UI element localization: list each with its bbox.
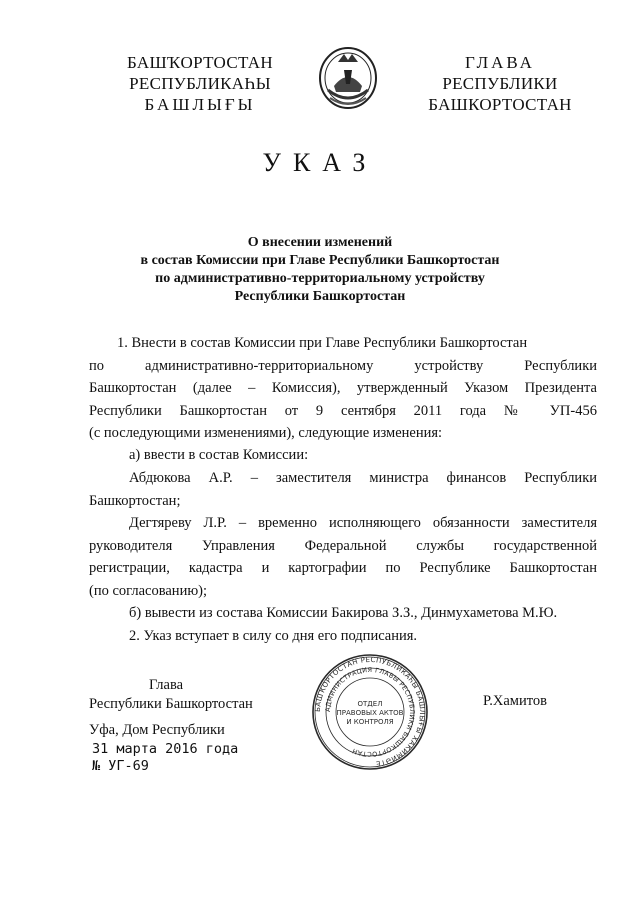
signing-place: Уфа, Дом Республики [89,722,225,738]
stamp-outer-ring-text: БАШҠОРТОСТАН РЕСПУБЛИКАҺЫ БАШЛЫҒЫ ХАКИМИӘТЕ [313,655,427,768]
header-right-line-2: РЕСПУБЛИКИ [442,74,558,93]
header-right-line-1: ГЛАВА [465,53,535,72]
body-line: Башкортостан; [89,492,181,509]
subject-line: Республики Башкортостан [234,289,406,304]
abdyukova-paragraph [89,467,597,512]
header-left-bashkir [100,52,300,115]
item-2: 2. Указ вступает в силу со дня его подписания. [129,628,418,644]
bashkortostan-emblem-icon [316,40,380,112]
body-line: Абдюкова А.Р. – заместителя министра финансов Республики [129,470,597,486]
signing-date: 31 марта 2016 года [92,741,239,757]
signatory-name: Р.Хамитов [483,693,547,709]
header-right-russian [405,52,595,115]
subject-line: по административно-территориальному устройству [155,271,485,286]
stamp-center-line: И КОНТРОЛЯ [346,718,394,726]
signatory-title-line: Глава [149,677,184,693]
stamp-inner-ring-text: АДМИНИСТРАЦИЯ ГЛАВЫ РЕСПУБЛИКИ БАШКОРТОСТАН [323,665,417,759]
subject-line: в состав Комиссии при Главе Республики Башкортостан [140,253,500,268]
body-line: Башкортостан (далее – Комиссия), утвержденный Указом Президента [89,380,597,396]
body-line: Дегтяреву Л.Р. – временно исполняющего обязанности заместителя [129,515,597,531]
decree-subject [80,234,560,306]
body-line: 1. Внести в состав Комиссии при Главе Республики Башкортостан [117,335,528,351]
decree-number: № УГ-69 [92,758,149,774]
body-line: (по согласованию); [89,582,208,599]
body-line: по административно-территориальному устройству Республики [89,357,597,374]
item-1-paragraph [89,332,597,445]
body-line: регистрации, кадастра и картографии по Республике Башкортостан [89,560,597,576]
subitem-b: б) вывести из состава Комиссии Бакирова З.З., Динмухаметова М.Ю. [129,605,558,621]
body-line: руководителя Управления Федеральной службы государственной [89,537,597,554]
header-right-line-3: БАШКОРТОСТАН [428,95,572,114]
body-line: Республики Башкортостан от 9 сентября 2011 года № УП-456 [89,402,597,419]
header-left-line-1: БАШҠОРТОСТАН [127,53,273,72]
signatory-title [89,676,289,714]
document-title: УКАЗ [262,148,378,177]
subitem-a: а) ввести в состав Комиссии: [129,447,309,463]
official-stamp [310,652,430,772]
signatory-title-line: Республики Башкортостан [89,696,253,712]
subject-line: О внесении изменений [247,235,393,250]
stamp-center-line: ОТДЕЛ [357,700,383,708]
body-line: (с последующими изменениями), следующие изменения: [89,425,443,441]
header-left-line-2: РЕСПУБЛИКАҺЫ [129,74,271,93]
header-left-line-3: БАШЛЫҒЫ [144,95,256,114]
stamp-center-line: ПРАВОВЫХ АКТОВ [336,709,404,717]
degtyareva-paragraph [89,512,597,602]
